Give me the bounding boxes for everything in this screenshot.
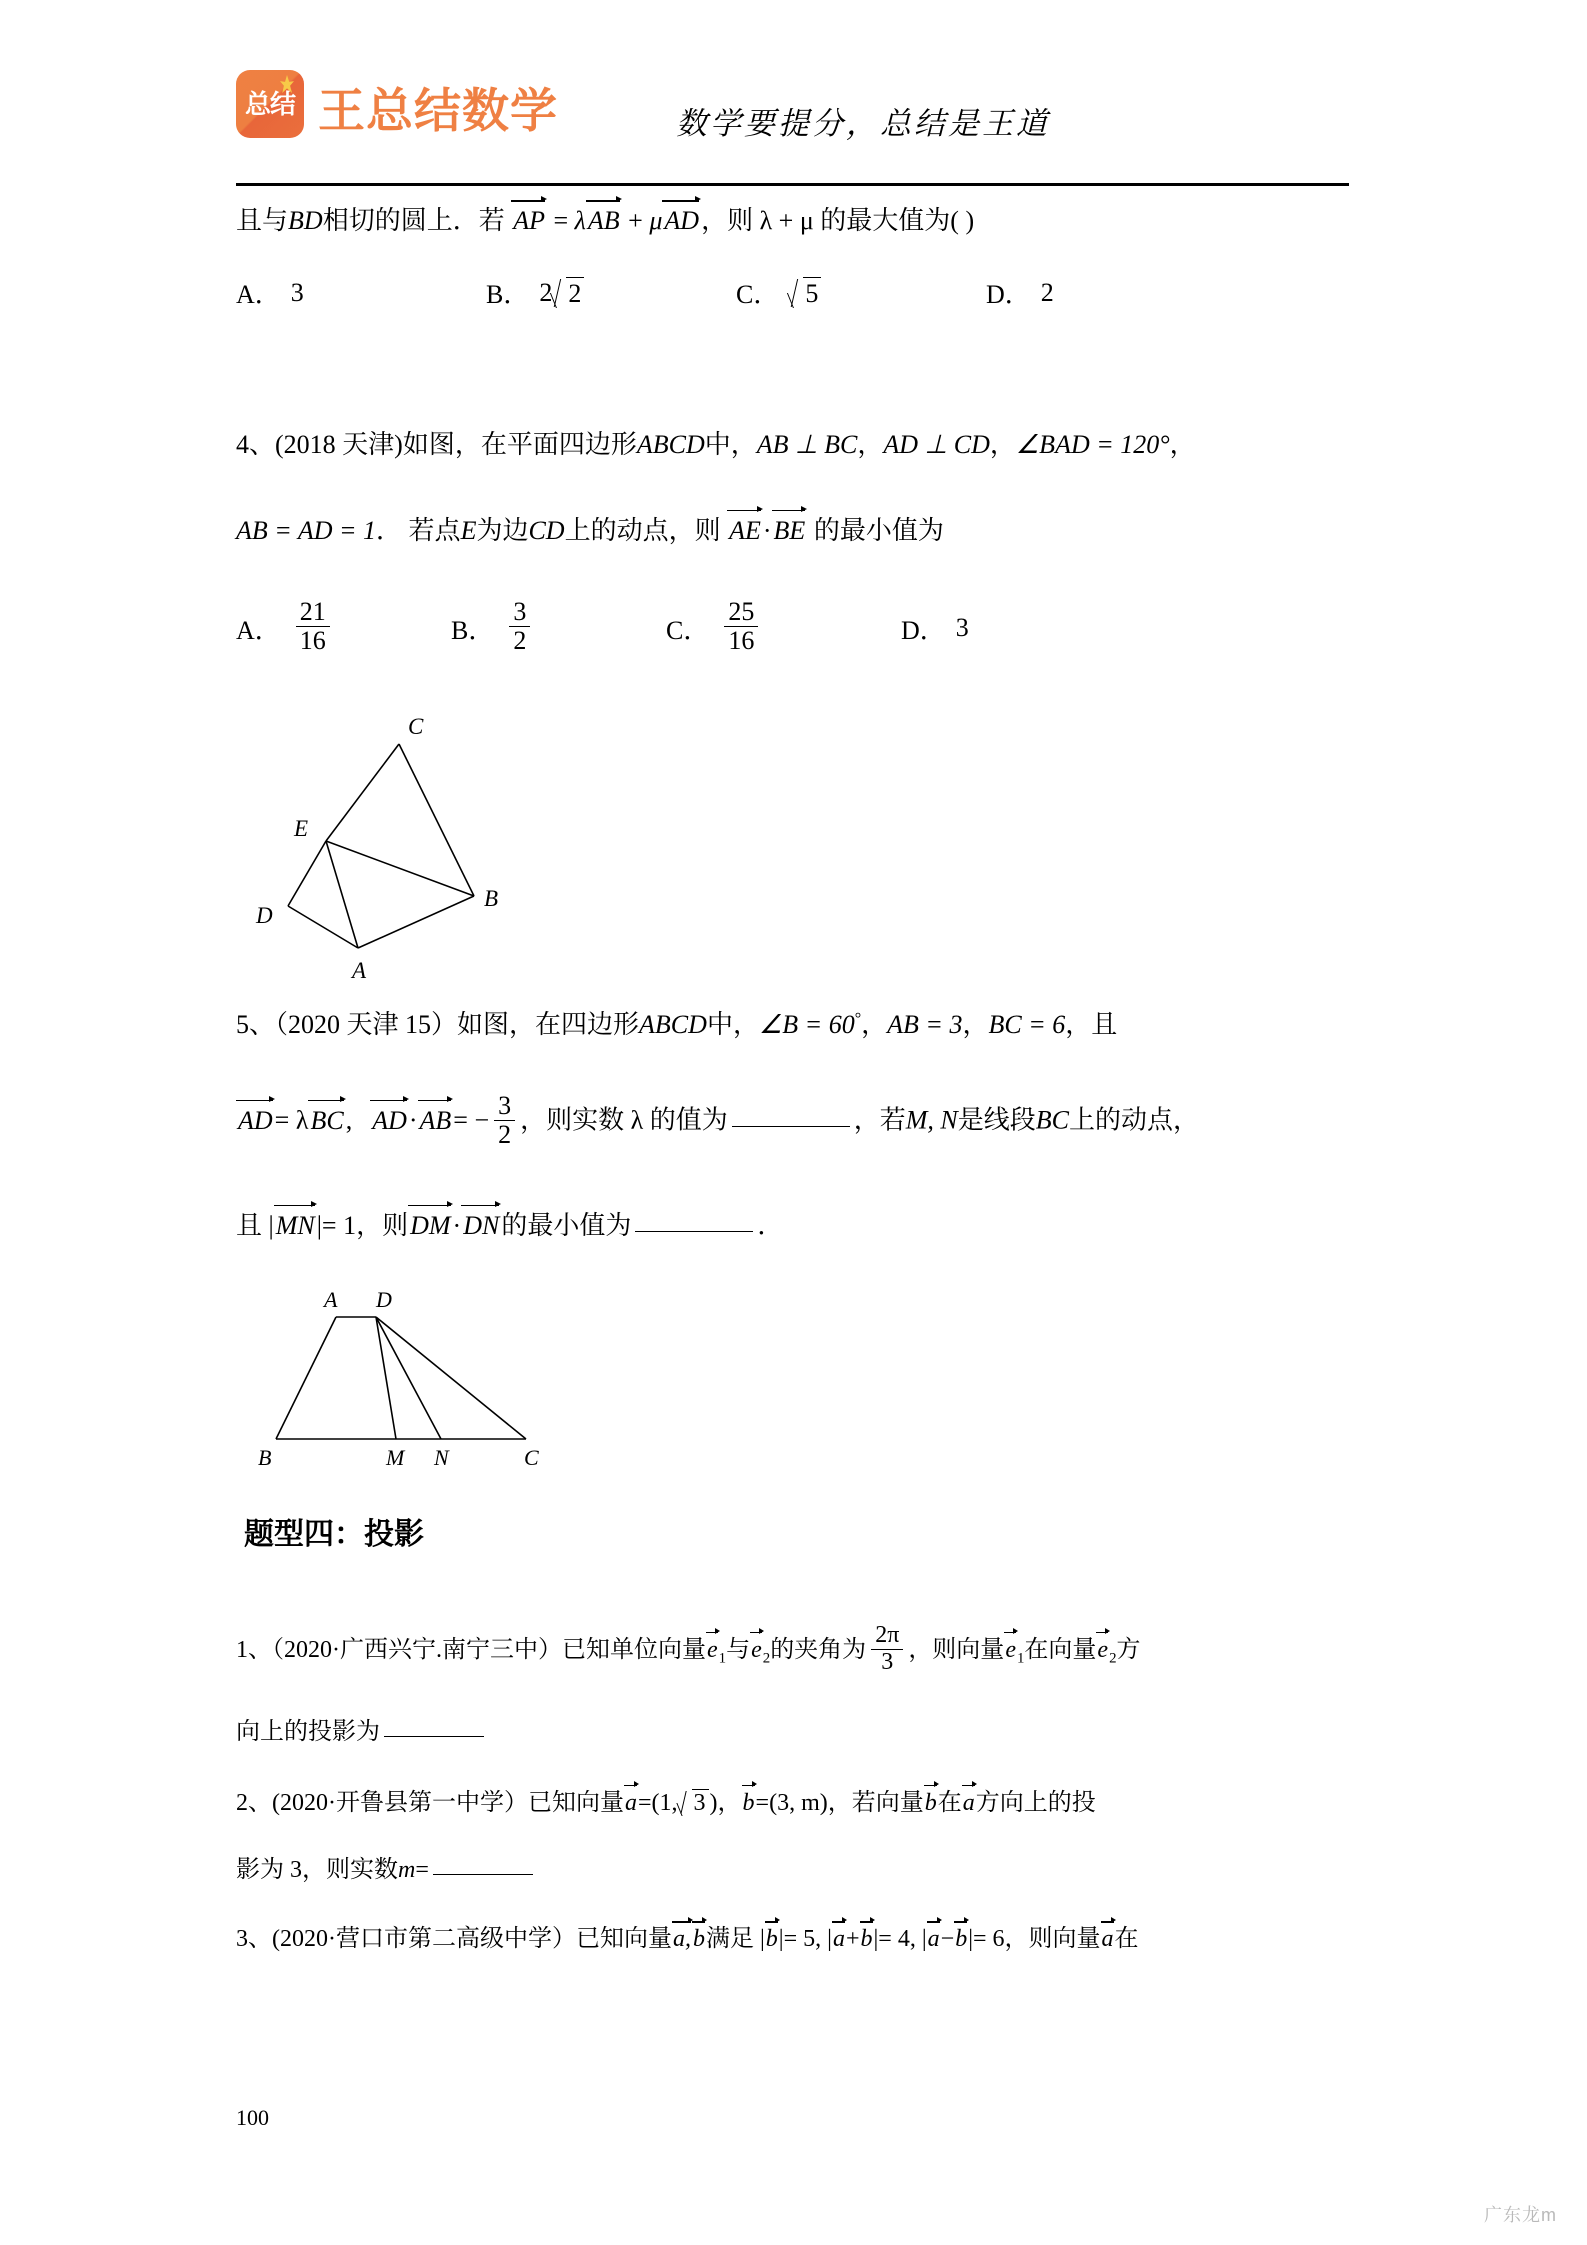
pq3-vector-b-4: b — [955, 1926, 968, 1953]
pq2-paren-open: ( — [651, 1789, 660, 1816]
pq1-e2-sub: 2 — [762, 1650, 771, 1667]
question-4-figure — [236, 701, 1351, 1001]
pq2-paren-close: ) — [709, 1789, 718, 1816]
answer-blank-4[interactable] — [433, 1874, 533, 1875]
pq2-vector-b-2: b — [924, 1789, 937, 1816]
quadrilateral-abcd-diagram — [236, 701, 596, 1001]
q4-text-1a: 如图，在平面四边形 — [402, 430, 637, 460]
figure-label-c: C — [408, 714, 424, 740]
q3-bd: BD — [288, 206, 323, 235]
pq3-text-b: 满足 | — [705, 1926, 765, 1953]
pq2-tuple-2: (3, m) — [769, 1789, 828, 1816]
logo-badge-icon — [236, 70, 304, 138]
figure-label-b: B — [258, 1444, 272, 1469]
pq1-line2: 向上的投影为 — [236, 1718, 380, 1745]
option-a[interactable] — [236, 596, 451, 657]
q4-comma-3: ， — [1169, 430, 1196, 460]
q5-comma-4: , — [345, 1105, 353, 1135]
option-b-numerator: 3 — [509, 598, 530, 627]
pq1-vector-e1: e — [707, 1636, 718, 1663]
figure-label-e: E — [294, 816, 309, 842]
q3-vector-ad: AD — [664, 206, 700, 235]
q3-vector-ap: AP — [513, 206, 545, 235]
q5-vector-dn: DN — [463, 1210, 500, 1240]
option-d[interactable] — [986, 274, 1054, 311]
q3-text-after: 相切的圆上．若 — [322, 206, 505, 235]
pq2-text-c: 在 — [937, 1789, 962, 1816]
pq1-frac-denominator: 3 — [881, 1648, 894, 1675]
pq2-vector-a: a — [624, 1789, 637, 1816]
figure-label-a: A — [352, 958, 367, 984]
fraction — [509, 598, 530, 655]
q5-text-3b: |= 1，则 — [316, 1210, 409, 1240]
sqrt-icon — [553, 277, 584, 309]
q4-dot: · — [762, 515, 772, 545]
pq1-vector-e1-b: e — [1005, 1636, 1016, 1663]
q5-degree: ° — [854, 1010, 862, 1028]
option-b[interactable] — [451, 596, 666, 657]
option-c-radicand: 5 — [803, 277, 821, 309]
answer-blank-3[interactable] — [384, 1736, 484, 1737]
pq2-line2-b: = — [415, 1856, 429, 1883]
q5-frac-numerator: 3 — [494, 1092, 515, 1121]
option-c-label: C． — [736, 280, 780, 310]
q5-comma-2: ， — [962, 1010, 989, 1040]
answer-blank-2[interactable] — [635, 1231, 753, 1232]
pq3-vector-b: b — [692, 1926, 705, 1953]
option-a-numerator: 21 — [296, 598, 330, 627]
q5-eq-2: = − — [453, 1105, 490, 1135]
q4-vector-be: BE — [773, 515, 806, 545]
brand-tagline: 数学要提分，总结是王道 — [676, 106, 1050, 141]
figure-label-n: N — [434, 1444, 449, 1469]
q5-bc-seg: BC — [1035, 1105, 1069, 1135]
q3-text-before: 且与 — [236, 206, 289, 235]
q4-angle: ∠BAD = 120° — [1015, 430, 1170, 460]
option-c-numerator: 25 — [724, 598, 758, 627]
q5-number: 5、 — [236, 1010, 276, 1040]
figure-label-m: M — [386, 1444, 405, 1469]
pq3-text-a: 已知向量 — [575, 1926, 672, 1953]
q4-source: (2018 天津) — [275, 430, 403, 460]
q5-text-3c: 的最小值为 — [501, 1210, 632, 1240]
question-5-figure — [236, 1279, 1351, 1469]
pq2-line2-a: 影为 3，则实数 — [236, 1856, 398, 1883]
q4-vector-ae: AE — [729, 515, 761, 545]
question-5-line-1 — [236, 1011, 1351, 1038]
q5-vector-ad: AD — [238, 1105, 273, 1135]
pq2-source: (2020·开鲁县第一中学） — [272, 1789, 528, 1816]
pq1-frac-numerator: 2π — [871, 1623, 903, 1650]
fraction — [296, 598, 330, 655]
pq3-minus: − — [940, 1926, 955, 1953]
q5-dot-2: · — [452, 1210, 462, 1240]
q5-comma-3: ，且 — [1065, 1010, 1118, 1040]
option-a-label: A． — [236, 615, 281, 645]
q5-mn-points: M, N — [905, 1105, 958, 1135]
pq2-eq-2: = — [755, 1789, 770, 1816]
q5-source: （2020 天津 15） — [275, 1010, 458, 1040]
pq3-text-e: |= 6，则向量 — [968, 1926, 1101, 1953]
page-number: 100 — [236, 2105, 269, 2130]
q5-text-2b: ，则实数 λ 的值为 — [520, 1105, 728, 1135]
pq1-text-f: 方 — [1116, 1636, 1141, 1663]
header-divider — [236, 183, 1349, 186]
q4-comma-1: ， — [857, 430, 884, 460]
option-a[interactable] — [236, 274, 486, 311]
fraction — [724, 598, 758, 655]
pq3-plus: + — [845, 1926, 860, 1953]
sqrt-icon — [679, 1789, 709, 1816]
q4-text-2c: 为边 — [476, 515, 529, 545]
answer-blank-1[interactable] — [732, 1126, 850, 1127]
pq2-text-b: ，若向量 — [827, 1789, 924, 1816]
pq1-text-e: 在向量 — [1024, 1636, 1097, 1663]
question-4-options — [236, 596, 1351, 657]
projection-question-1-line-1 — [236, 1621, 1351, 1678]
figure-label-b: B — [484, 886, 499, 912]
q5-text-3d: ． — [757, 1210, 784, 1240]
q3-tail-text: ，则 λ + μ 的最大值为( ) — [701, 206, 975, 235]
q5-vector-ad-2: AD — [372, 1105, 407, 1135]
q5-vector-dm: DM — [410, 1210, 451, 1240]
pq2-eq: = — [637, 1789, 652, 1816]
option-a-value: 3 — [290, 277, 304, 307]
pq2-number: 2、 — [236, 1789, 272, 1816]
q5-frac-denominator: 2 — [498, 1120, 512, 1150]
q5-text-1a: 如图，在四边形 — [457, 1010, 640, 1040]
q4-text-2e: 的最小值为 — [813, 515, 944, 545]
projection-question-2-line-2 — [236, 1858, 1351, 1883]
option-d-value: 3 — [955, 613, 969, 643]
pq1-vector-e2: e — [751, 1636, 762, 1663]
option-b-radicand: 2 — [566, 277, 584, 309]
trapezoid-abcd-diagram — [236, 1279, 656, 1469]
q4-text-2d: 上的动点，则 — [564, 515, 721, 545]
option-b-label: B． — [451, 615, 495, 645]
question-5-line-2 — [236, 1091, 1351, 1151]
watermark: 广东龙m — [1484, 2205, 1557, 2225]
q4-cd: CD — [528, 515, 565, 545]
projection-question-2-line-1 — [236, 1789, 1351, 1816]
q3-mu: μ — [649, 206, 663, 235]
sqrt-icon — [790, 277, 821, 309]
q5-text-2c: ，若 — [853, 1105, 906, 1135]
q5-vector-bc: BC — [310, 1105, 344, 1135]
pq1-e1b-sub: 1 — [1016, 1650, 1025, 1667]
question-5-line-3 — [236, 1210, 1351, 1239]
option-b[interactable] — [486, 274, 736, 311]
pq3-vector-b-3: b — [860, 1926, 873, 1953]
logo-badge-text: 总结 — [244, 89, 295, 119]
q4-abcd: ABCD — [636, 430, 705, 460]
pq3-vector-a: a, — [672, 1926, 691, 1953]
question-4-line-2 — [236, 515, 1351, 544]
q4-ab-ad: AB = AD = 1 — [236, 515, 377, 545]
pq1-text-c: 的夹角为 — [770, 1636, 867, 1663]
page-content — [236, 205, 1351, 1986]
pq3-text-f: 在 — [1114, 1926, 1139, 1953]
section-heading: 题型四：投影 — [244, 1517, 424, 1551]
q5-ab: AB = 3 — [887, 1010, 963, 1040]
option-c[interactable] — [736, 274, 986, 311]
pq1-number: 1、 — [236, 1636, 272, 1663]
q5-vector-ab: AB — [419, 1105, 452, 1135]
option-a-denominator: 16 — [299, 625, 326, 655]
figure-label-d: D — [256, 903, 273, 929]
q4-text-1b: 中， — [704, 430, 757, 460]
q5-comma-1: ， — [861, 1010, 888, 1040]
page-header — [236, 60, 1351, 185]
q5-vector-mn: MN — [275, 1210, 315, 1240]
q5-text-3a: 且 | — [236, 1210, 274, 1240]
pq3-number: 3、 — [236, 1926, 272, 1953]
option-d-label: D． — [986, 280, 1031, 310]
q3-vector-ab: AB — [587, 206, 620, 235]
pq3-text-d: |= 4, | — [873, 1926, 927, 1953]
pq2-text-a: 已知向量 — [527, 1789, 624, 1816]
pq2-vector-a-2: a — [962, 1789, 975, 1816]
option-b-denominator: 2 — [513, 625, 527, 655]
pq3-vector-b-2: b — [765, 1926, 778, 1953]
q5-bc: BC = 6 — [988, 1010, 1066, 1040]
brand-logo — [236, 70, 558, 138]
pq2-radicand: 3 — [692, 1789, 709, 1816]
pq1-e2b-sub: 2 — [1109, 1650, 1117, 1667]
option-d[interactable] — [901, 610, 969, 647]
figure-label-d: D — [376, 1286, 392, 1312]
figure-label-c: C — [524, 1444, 539, 1469]
projection-question-3-line-1 — [236, 1927, 1351, 1952]
option-d-label: D． — [901, 615, 946, 645]
pq1-e1-sub: 1 — [718, 1650, 727, 1667]
option-b-coef: 2 — [539, 277, 553, 307]
option-a-label: A． — [236, 280, 281, 310]
option-c-label: C． — [666, 615, 710, 645]
q5-dot: · — [408, 1105, 418, 1135]
pq1-text-b: 与 — [726, 1636, 751, 1663]
q4-point-e: E — [460, 515, 477, 545]
pq3-vector-a-4: a — [1101, 1926, 1114, 1953]
brand-name: 王总结数学 — [318, 84, 558, 137]
pq1-vector-e2-b: e — [1097, 1636, 1109, 1663]
q5-eq-1: = λ — [274, 1105, 309, 1135]
figure-label-a: A — [324, 1286, 338, 1312]
pq2-comma: ， — [717, 1789, 742, 1816]
pq3-vector-a-3: a — [927, 1926, 940, 1953]
pq1-text-a: 已知单位向量 — [562, 1636, 706, 1663]
pq3-text-c: |= 5, | — [778, 1926, 832, 1953]
q3-lambda: λ — [574, 206, 586, 235]
q5-text-2e: 上的动点， — [1069, 1105, 1200, 1135]
option-c-denominator: 16 — [728, 625, 755, 655]
q3-eq: = — [553, 206, 569, 235]
option-d-value: 2 — [1040, 277, 1054, 307]
q5-angle-b: ∠B = 60 — [758, 1010, 855, 1040]
fraction — [871, 1623, 903, 1676]
question-4-line-1 — [236, 431, 1351, 458]
pq2-vector-b: b — [742, 1789, 755, 1816]
q4-text-2b: ． 若点 — [376, 515, 461, 545]
pq3-vector-a-2: a — [832, 1926, 845, 1953]
pq1-source: （2020·广西兴宁.南宁三中） — [272, 1636, 562, 1663]
question-3-tail — [236, 205, 1351, 234]
pq1-text-d: ，则向量 — [908, 1636, 1005, 1663]
pq3-source: (2020·营口市第二高级中学） — [272, 1926, 576, 1953]
q5-abcd: ABCD — [639, 1010, 707, 1040]
projection-question-1-line-2 — [236, 1720, 1351, 1745]
pq2-tuple-1: 1, — [659, 1789, 678, 1816]
q5-text-2d: 是线段 — [957, 1105, 1036, 1135]
option-b-label: B． — [486, 280, 530, 310]
option-c[interactable] — [666, 596, 901, 657]
q4-perp-2: AD ⊥ CD — [883, 430, 990, 460]
question-3-options — [236, 274, 1351, 311]
pq2-text-d: 方向上的投 — [975, 1789, 1096, 1816]
q4-number: 4、 — [236, 430, 276, 460]
fraction — [494, 1092, 515, 1149]
q5-text-1b: 中， — [706, 1010, 759, 1040]
pq2-m: m — [398, 1856, 416, 1883]
q4-comma-2: ， — [989, 430, 1016, 460]
q4-perp-1: AB ⊥ BC — [756, 430, 858, 460]
q3-plus: + — [628, 206, 643, 235]
